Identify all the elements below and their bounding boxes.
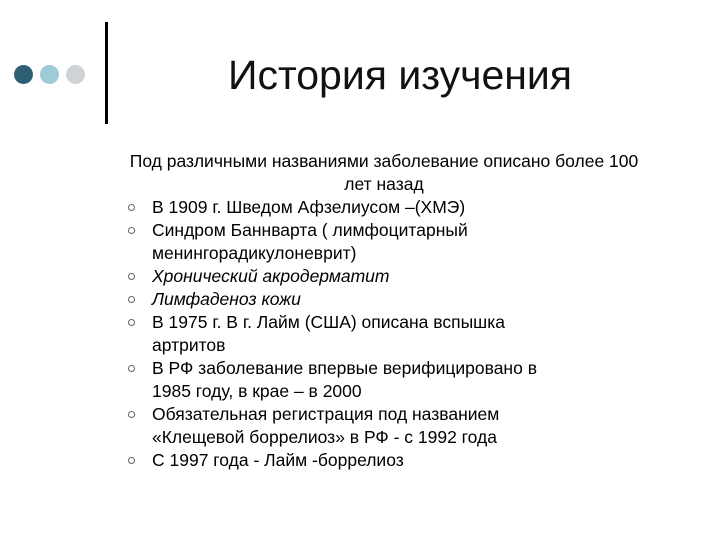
list-item <box>128 265 698 288</box>
list-item <box>128 196 698 219</box>
decor-dot-light-blue <box>40 65 59 84</box>
bullet-icon <box>128 227 135 234</box>
list-item-text: Обязательная регистрация под названием <box>152 404 500 424</box>
list-item-text-cont: артритов <box>152 335 226 355</box>
intro-text: Под различными названиями заболевание описано более 100 лет назад <box>129 151 639 194</box>
slide-content <box>128 150 698 472</box>
bullet-icon <box>128 457 135 464</box>
list-item-text: С 1997 года - Лайм -боррелиоз <box>152 450 404 470</box>
list-item-text: Хронический акродерматит <box>152 266 390 286</box>
list-item-text-cont: менингорадикулоневрит) <box>152 243 357 263</box>
list-item-text-cont: 1985 году, в крае – в 2000 <box>152 381 362 401</box>
list-item-text-cont: «Клещевой боррелиоз» в РФ - с 1992 года <box>152 427 497 447</box>
list-item <box>128 288 698 311</box>
decor-dot-gray <box>66 65 85 84</box>
bullet-icon <box>128 204 135 211</box>
list-item <box>128 449 698 472</box>
list-item-text: В РФ заболевание впервые верифицировано в <box>152 358 537 378</box>
bullet-icon <box>128 365 135 372</box>
title-divider-line <box>105 22 108 124</box>
list-item-text: В 1975 г. В г. Лайм (США) описана вспышка <box>152 312 505 332</box>
bullet-icon <box>128 411 135 418</box>
list-item <box>128 311 698 357</box>
bullet-list <box>128 196 698 472</box>
list-item <box>128 403 698 449</box>
bullet-icon <box>128 319 135 326</box>
slide-title: История изучения <box>227 52 573 98</box>
list-item-text: Лимфаденоз кожи <box>152 289 301 309</box>
list-item-text: В 1909 г. Шведом Афзелиусом –(ХМЭ) <box>152 197 466 217</box>
bullet-icon <box>128 273 135 280</box>
list-item <box>128 219 698 265</box>
bullet-icon <box>128 296 135 303</box>
list-item <box>128 357 698 403</box>
list-item-text: Синдром Баннварта ( лимфоцитарный <box>152 220 468 240</box>
decor-dot-dark <box>14 65 33 84</box>
